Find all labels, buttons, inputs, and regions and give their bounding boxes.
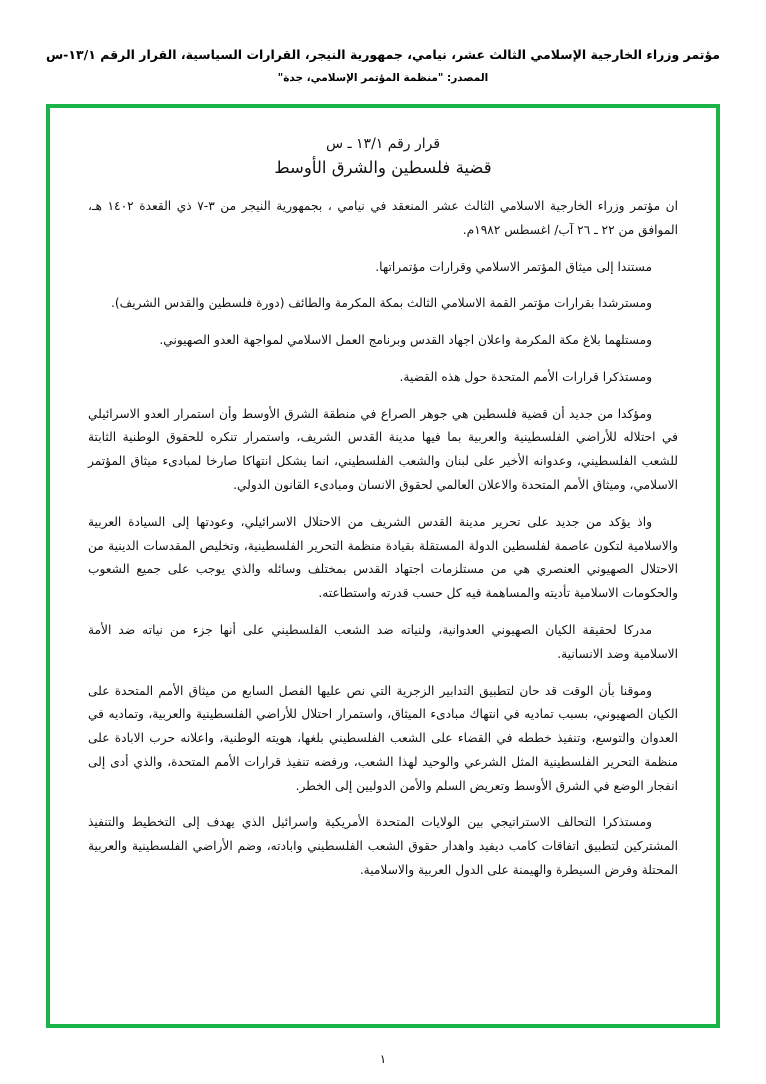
paragraph: ومسترشدا بقرارات مؤتمر القمة الاسلامي الثالث بمكة المكرمة والطائف (دورة فلسطين والقدس الشريف). [111,296,652,311]
paragraph: ومستذكرا التحالف الاستراتيجي بين الولايات المتحدة الأمريكية واسرائيل الذي يهدف إلى التخطيط والتنفيذ المشتركين لتطبيق اتفاقات كامب ديفيد واهدار حقوق الشعب الفلسطيني وابادته، وضم الأراضي الفلسطينية والعربية المحتلة وفرض السيطرة والهيمنة على الدول العربية والاسلامية. [88,815,678,877]
resolution-title: قضية فلسطين والشرق الأوسط [274,158,492,177]
paragraph: ومستذكرا قرارات الأمم المتحدة حول هذه القضية. [399,369,652,384]
paragraph: واذ يؤكد من جديد على تحرير مدينة القدس الشريف من الاحتلال الاسرائيلي، وعودتها إلى السيادة العربية والاسلامية لتكون عاصمة لفلسطين الدولة المستقلة بقيادة منظمة التحرير الفلسطينية، وتخليص المقدسات الدينية من الاحتلال الصهيوني العنصري هي من مستلزمات اجتهاد القدس بمختلف وسائله والذي يوجب على جميع الشعوب والحكومات الاسلامية تأديته والمساهمة فيه كل حسب قدرته واستطاعته. [88,514,678,601]
header-title: مؤتمر وزراء الخارجية الإسلامي الثالث عشر، نيامي، جمهورية النيجر، القرارات السياسية، القرار الرقم ١٣/١-س [45,47,721,62]
paragraph: ان مؤتمر وزراء الخارجية الاسلامي الثالث عشر المنعقد في نيامي ، بجمهورية النيجر من ٣-٧ ذي القعدة ١٤٠٢ هـ، الموافق من ٢٢ ـ ٢٦ آب/ اغسطس ١٩٨٢م. [88,199,679,237]
page-header [0,0,766,84]
page-number: ١ [379,1052,387,1066]
paragraph: وموقنا بأن الوقت قد حان لتطبيق التدابير الزجرية التي نص عليها الفصل السابع من ميثاق الأمم المتحدة على الكيان الصهيوني، بسبب تماديه في انتهاك مبادىء الميثاق، واستمرار احتلال للأراضي الفلسطينية والعربية، وتماديه في العدوان والتوسع، وتنفيذ خططه في القضاء على الشعب الفلسطيني بلغها، هويته الوطنية، واعلانه حرب الابادة على منظمة التحرير الفلسطينية المثل الشرعي والوحيد لهذا الشعب، ورفضه تنفيذ قرارات الأمم المتحدة، والذي أدى إلى انفجار الوضع في الشرق الأوسط وتعريض السلم والأمن الدوليين إلى الخطر. [88,683,678,793]
paragraph: ومستلهما بلاغ مكة المكرمة واعلان اجهاد القدس وبرنامج العمل الاسلامي لمواجهة العدو الصهيوني. [159,333,652,348]
header-source: المصدر: "منظمة المؤتمر الإسلامي، جدة" [277,71,489,84]
paragraph: مدركا لحقيقة الكيان الصهيوني العدوانية، ولنياته ضد الشعب الفلسطيني على أنها جزء من نياته ضد الأمة الاسلامية وضد الانسانية. [88,622,678,661]
document-body [50,108,716,1024]
paragraph: ومؤكدا من جديد أن قضية فلسطين هي جوهر الصراع في منطقة الشرق الأوسط وأن استمرار العدو الاسرائيلي في احتلاله للأراضي الفلسطينية والعربية بما فيها مدينة القدس الشريف، واستمرار تنكره للحقوق الوطنية الثابتة للشعب الفلسطيني، وعدوانه الأخير على لبنان والشعب الفلسطيني، انما يشكل انتهاكا صارخا لمبادىء ميثاق المؤتمر الاسلامي، وميثاق الأمم المتحدة والاعلان العالمي لحقوق الانسان ومبادىء القانون الدولي. [88,406,678,493]
paragraph: مستندا إلى ميثاق المؤتمر الاسلامي وقرارات مؤتمراتها. [375,259,652,274]
resolution-number: قرار رقم ١٣/١ ـ س [325,136,441,152]
bordered-content-frame [46,104,720,1028]
